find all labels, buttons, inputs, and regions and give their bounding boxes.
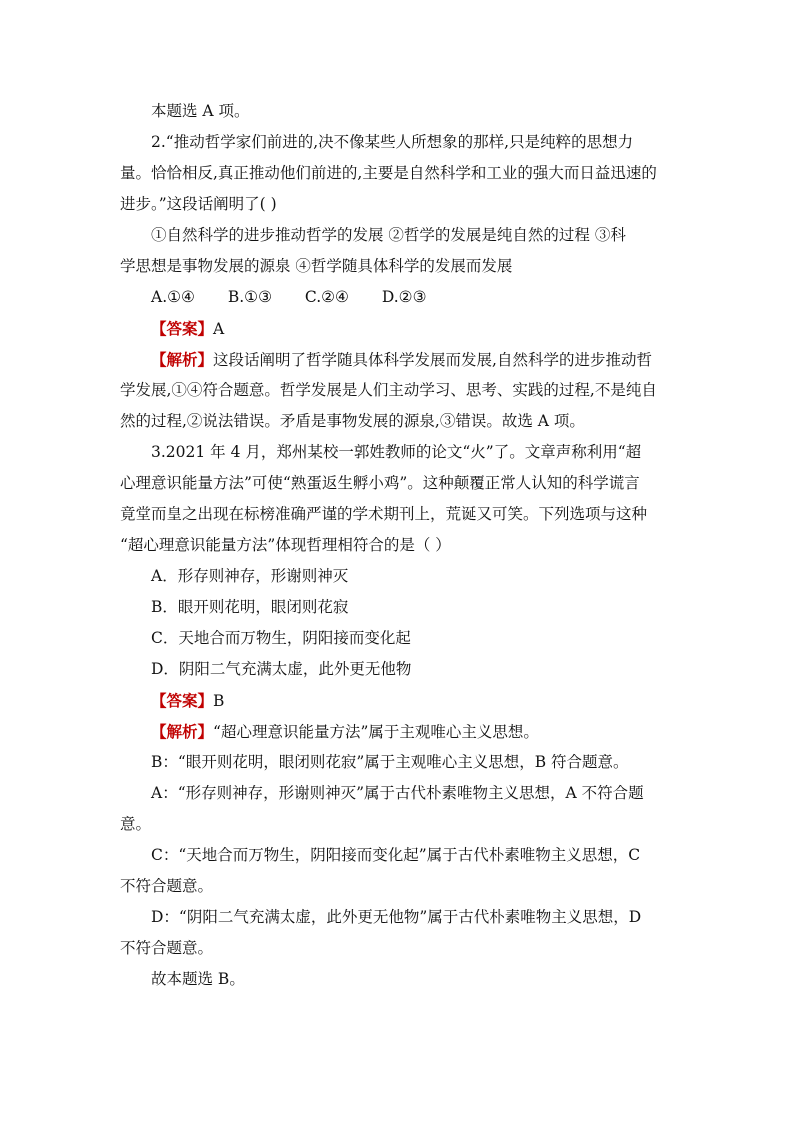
q3-answer — [120, 685, 676, 716]
q2-analysis-line — [120, 344, 676, 375]
q2-options — [120, 282, 676, 313]
q2-statement-line: 学思想是事物发展的源泉 ④哲学随具体科学的发展而发展 — [120, 257, 513, 275]
q2-statement-line: ①自然科学的进步推动哲学的发展 ②哲学的发展是纯自然的过程 ③科 — [151, 226, 626, 244]
answer-tag: 【答案】 — [151, 319, 214, 338]
q2-answer — [120, 313, 676, 344]
q3-stem-line: 心理意识能量方法”可使“熟蛋返生孵小鸡”。这种颠覆正常人认知的科学谎言 — [120, 474, 640, 492]
q3-conclusion: 故本题选 B。 — [151, 970, 245, 988]
q3-analysis-line: D：“阴阳二气充满太虚，此外更无他物”属于古代朴素唯物主义思想，D — [151, 908, 642, 926]
q3-analysis-line: C：“天地合而万物生，阴阳接而变化起”属于古代朴素唯物主义思想，C — [151, 846, 641, 864]
q3-analysis-line: 意。 — [120, 815, 152, 833]
analysis-text: “超心理意识能量方法”属于主观唯心主义思想。 — [213, 723, 539, 741]
q3-stem-line: “超心理意识能量方法”体现哲理相符合的是（ ） — [120, 536, 451, 554]
q3-analysis-line: 不符合题意。 — [120, 877, 214, 895]
q3-analysis-line — [120, 716, 676, 747]
q3-analysis-line: 不符合题意。 — [120, 939, 214, 957]
analysis-tag: 【解析】 — [151, 722, 214, 741]
q3-option-d: D．阴阳二气充满太虚，此外更无他物 — [151, 660, 412, 678]
analysis-tag: 【解析】 — [151, 350, 214, 369]
q2-option-a: A.①④ — [151, 288, 195, 306]
q2-stem-line: 2.“推动哲学家们前进的,决不像某些人所想象的那样,只是纯粹的思想力 — [151, 133, 634, 151]
q3-analysis-line: B：“眼开则花明，眼闭则花寂”属于主观唯心主义思想，B 符合题意。 — [151, 753, 629, 771]
q2-stem-line: 进步。”这段话阐明了( ) — [120, 195, 277, 213]
q1-conclusion: 本题选 A 项。 — [151, 102, 250, 120]
q2-option-b: B.①③ — [227, 288, 272, 306]
q3-option-b: B．眼开则花明，眼闭则花寂 — [151, 598, 349, 616]
q3-stem-line: 3.2021 年 4 月，郑州某校一郭姓教师的论文“火”了。文章声称利用“超 — [151, 443, 642, 461]
q3-option-a: A．形存则神存，形谢则神灭 — [151, 567, 349, 585]
q2-analysis-line: 然的过程,②说法错误。矛盾是事物发展的源泉,③错误。故选 A 项。 — [120, 412, 585, 430]
q2-option-c: C.②④ — [304, 288, 349, 306]
q3-stem-line: 竟堂而皇之出现在标榜准确严谨的学术期刊上，荒诞又可笑。下列选项与这种 — [120, 505, 648, 523]
analysis-text: 这段话阐明了哲学随具体科学发展而发展,自然科学的进步推动哲 — [213, 351, 652, 369]
q2-stem-line: 量。恰恰相反,真正推动他们前进的,主要是自然科学和工业的强大而日益迅速的 — [120, 164, 657, 182]
q2-analysis-line: 学发展,①④符合题意。哲学发展是人们主动学习、思考、实践的过程,不是纯自 — [120, 381, 657, 399]
q3-analysis-line: A：“形存则神存，形谢则神灭”属于古代朴素唯物主义思想，A 不符合题 — [151, 784, 644, 802]
answer-value: A — [213, 320, 225, 338]
answer-value: B — [213, 692, 225, 710]
q2-option-d: D.②③ — [381, 288, 427, 306]
answer-tag: 【答案】 — [151, 691, 214, 710]
document-page — [120, 96, 676, 995]
q3-option-c: C．天地合而万物生，阴阳接而变化起 — [151, 629, 411, 647]
